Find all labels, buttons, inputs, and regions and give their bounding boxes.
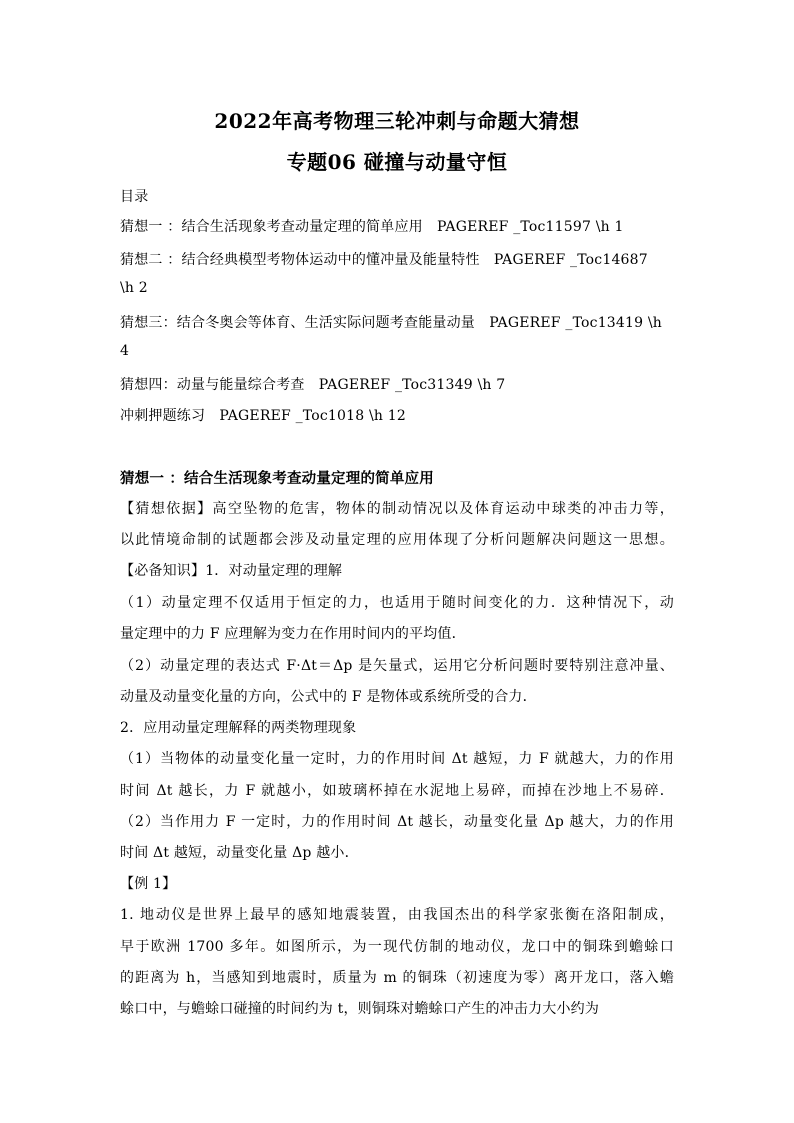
toc-link-3-cont[interactable]: 4 xyxy=(120,343,130,359)
paragraph-line: 动量及动量变化量的方向，公式中的 F 是物体或系统所受的合力． xyxy=(120,689,537,705)
paragraph-line: 蜍口中，与蟾蜍口碰撞的时间约为 t，则铜珠对蟾蜍口产生的冲击力大小约为 xyxy=(120,1001,600,1017)
example-label: 【例 1】 xyxy=(120,876,177,892)
document-title: 2022年高考物理三轮冲刺与命题大猜想 xyxy=(214,109,580,133)
paragraph-line: （2）动量定理的表达式 F·Δt＝Δp 是矢量式，运用它分析问题时要特别注意冲量、 xyxy=(120,658,674,674)
toc-link-4[interactable]: 猜想四：动量与能量综合考查 PAGEREF _Toc31349 \h 7 xyxy=(120,377,506,393)
toc-link-3[interactable]: 猜想三：结合冬奥会等体育、生活实际问题考查能量动量 PAGEREF _Toc13419 \h xyxy=(120,315,663,331)
paragraph-line: 的距离为 h，当感知到地震时，质量为 m 的铜珠（初速度为零）离开龙口，落入蟾 xyxy=(120,970,674,986)
document-subtitle: 专题06 碰撞与动量守恒 xyxy=(286,150,508,174)
paragraph-line: 1. 地动仪是世界上最早的感知地震装置，由我国杰出的科学家张衡在洛阳制成， xyxy=(120,907,674,923)
paragraph-line: 时间 Δt 越短，动量变化量 Δp 越小． xyxy=(120,845,359,861)
paragraph-line: （1）当物体的动量变化量一定时，力的作用时间 Δt 越短，力 F 就越大，力的作用 xyxy=(120,751,674,767)
paragraph-line: 早于欧洲 1700 多年。如图所示，为一现代仿制的地动仪，龙口中的铜珠到蟾蜍口 xyxy=(120,939,674,955)
paragraph-line: 以此情境命制的试题都会涉及动量定理的应用体现了分析问题解决问题这一思想。 xyxy=(120,532,674,548)
toc-heading: 目录 xyxy=(120,189,149,205)
paragraph-line: 量定理中的力 F 应理解为变力在作用时间内的平均值． xyxy=(120,626,466,642)
toc-link-5[interactable]: 冲刺押题练习 PAGEREF _Toc1018 \h 12 xyxy=(120,408,406,424)
paragraph-line: 时间 Δt 越长，力 F 就越小，如玻璃杯掉在水泥地上易碎，而掉在沙地上不易碎． xyxy=(120,783,674,799)
paragraph-line: 2．应用动量定理解释的两类物理现象 xyxy=(120,720,357,736)
section-heading: 猜想一 ：结合生活现象考查动量定理的简单应用 xyxy=(120,470,434,487)
paragraph-line: 【必备知识】1．对动量定理的理解 xyxy=(120,563,343,579)
paragraph-line: 【猜想依据】高空坠物的危害，物体的制动情况以及体育运动中球类的冲击力等， xyxy=(120,501,674,517)
toc-link-2[interactable]: 猜想二 ：结合经典模型考物体运动中的懂冲量及能量特性 PAGEREF _Toc14687 xyxy=(120,252,648,268)
paragraph-line: （2）当作用力 F 一定时，力的作用时间 Δt 越长，动量变化量 Δp 越大，力的作用 xyxy=(120,814,674,830)
toc-link-2-cont[interactable]: \h 2 xyxy=(120,280,148,296)
toc-link-1[interactable]: 猜想一 ：结合生活现象考查动量定理的简单应用 PAGEREF _Toc11597 \h 1 xyxy=(120,219,624,235)
paragraph-line: （1）动量定理不仅适用于恒定的力，也适用于随时间变化的力．这种情况下，动 xyxy=(120,595,674,611)
